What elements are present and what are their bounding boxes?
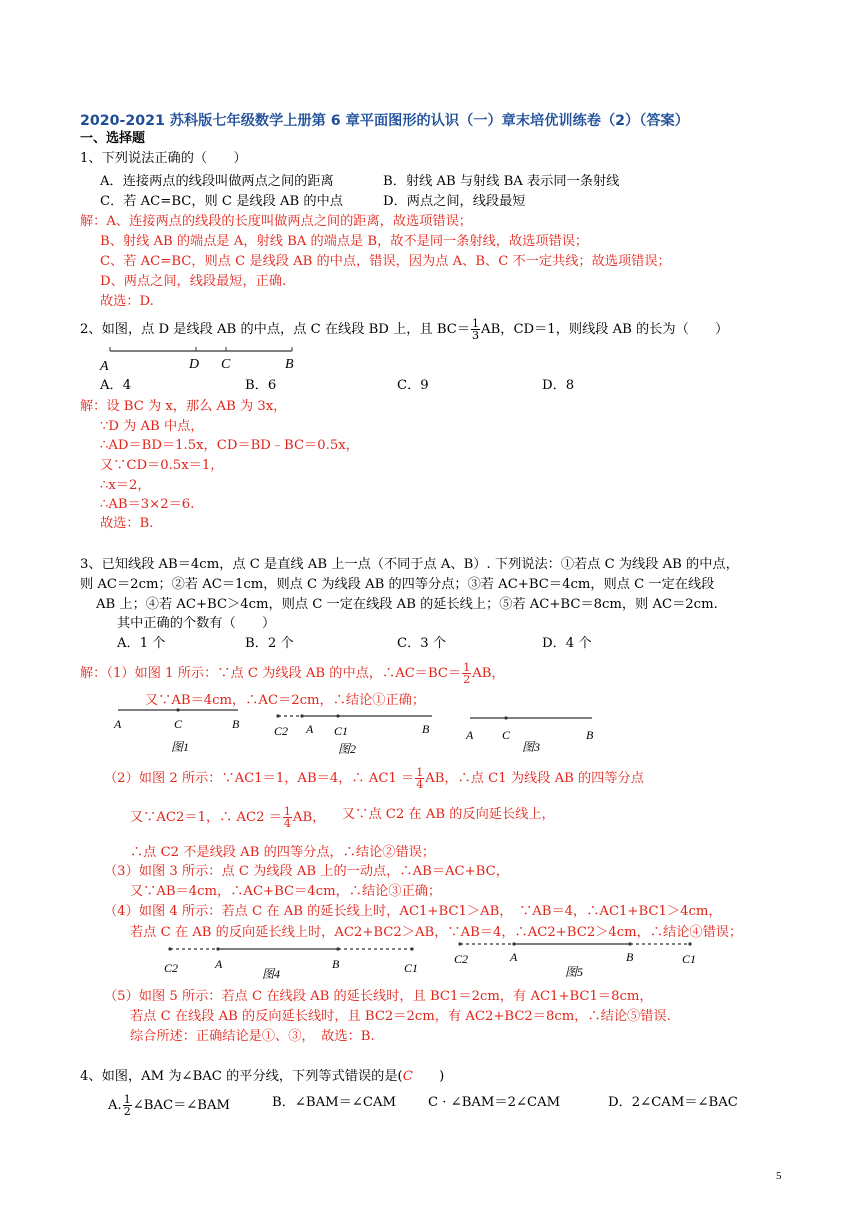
point-label: A [114, 717, 122, 731]
q3-stem-line: 3、已知线段 AB＝4cm，点 C 是直线 AB 上一点（不同于点 A、B）. 下列说法：①若点 C 为线段 AB 的中点， [80, 557, 739, 572]
q3-solution-line: （4）如图 4 所示：若点 C 在 AB 的延长线上时，AC1+BC1＞AB， ∵AB＝4，∴AC1+BC1＞4cm， [104, 904, 722, 919]
fraction-denominator: 2 [463, 673, 471, 686]
q1-solution-line: B、射线 AB 的端点是 A，射线 BA 的端点是 B，故不是同一条射线，故选项错误； [100, 234, 589, 249]
fraction [283, 806, 292, 829]
q3-stem-line: 其中正确的个数有（ ） [117, 616, 276, 631]
fraction-denominator: 4 [416, 778, 424, 791]
q2-solution-line: ∴AB＝3×2＝6. [100, 497, 195, 512]
figure-caption: 图4 [262, 967, 281, 981]
point-label: B [332, 957, 340, 971]
q1-solution-line: D、两点之间，线段最短，正确. [100, 274, 287, 289]
figure-caption: 图1 [171, 740, 190, 754]
point-label: C1 [404, 961, 419, 975]
fraction [123, 1094, 132, 1117]
q2-stem-part: AB，CD＝1，则线段 AB 的长为（ ） [481, 322, 729, 337]
q3-option-a: A．1 个 [117, 636, 166, 651]
point-label: B [285, 357, 294, 372]
q3-solution-line [130, 806, 325, 829]
point-label: B [586, 728, 594, 742]
solution-text: AB， [472, 666, 505, 681]
point-label: C2 [454, 952, 469, 966]
q4-option-a [108, 1094, 230, 1117]
fraction [471, 318, 480, 341]
q3-solution-line: （3）如图 3 所示：点 C 为线段 AB 上的一动点，∴AB＝AC+BC， [104, 864, 509, 879]
point-label: C [221, 357, 231, 372]
option-text: ∠BAC＝∠BAM [132, 1098, 231, 1113]
point-label: C2 [164, 961, 179, 975]
q2-option-a: A．4 [100, 378, 132, 393]
q3-solution-line: 又∵点 C2 在 AB 的反向延长线上， [342, 807, 555, 822]
point-label: A [306, 722, 314, 736]
solution-text: 解：（1）如图 1 所示：∵点 C 为线段 AB 的中点，∴AC＝BC＝ [80, 666, 462, 681]
q1-solution-line: C、若 AC=BC，则点 C 是线段 AB 的中点，错误，因为点 A、B、C 不一定共线；故选项错误； [100, 254, 671, 269]
q2-solution-line: ∵D 为 AB 中点， [100, 419, 204, 434]
q2-solution-line: ∴AD＝BD＝1.5x，CD＝BD﹣BC＝0.5x， [100, 438, 359, 453]
q1-stem: 1、下列说法正确的（ ） [80, 151, 247, 166]
figure-caption: 图5 [565, 965, 584, 979]
q3-solution-line: ∴点 C2 不是线段 AB 的四等分点，∴结论②错误； [130, 845, 436, 860]
q4-stem [80, 1068, 444, 1086]
q3-option-c: C．3 个 [397, 636, 447, 651]
segment-diagram [460, 710, 600, 756]
point-label: B [422, 722, 430, 736]
q3-solution-line: 若点 C 在 AB 的反向延长线上时，AC2+BC2＞AB，∵AB＝4，∴AC2+BC2＞4cm，∴结论④错误； [130, 925, 743, 940]
segment-diagram [160, 940, 422, 984]
fraction-denominator: 4 [283, 817, 291, 830]
solution-text: （2）如图 2 所示：∵AC1＝1，AB＝4，∴ AC1 ＝ [104, 771, 415, 786]
figure-caption: 图3 [522, 740, 541, 754]
q3-solution-line: 若点 C 在线段 AB 的反向延长线时，且 BC2＝2cm，有 AC2+BC2＝8cm，∴结论⑤错误. [130, 1009, 671, 1024]
option-label: A. [108, 1098, 122, 1113]
q3-option-d: D．4 个 [542, 636, 592, 651]
q1-solution-line: 解：A、连接两点的线段的长度叫做两点之间的距离，故选项错误； [80, 214, 472, 229]
point-label: C [502, 728, 511, 742]
solution-text: AB， [292, 810, 326, 825]
segment-diagram [96, 344, 306, 374]
q2-stem [80, 318, 728, 341]
point-label: C [174, 717, 183, 731]
q1-option-c: C．若 AC=BC，则 C 是线段 AB 的中点 [100, 194, 343, 209]
q3-solution-line: （5）如图 5 所示：若点 C 在线段 AB 的延长线时，且 BC1＝2cm，有 AC1+BC1＝8cm， [104, 989, 653, 1004]
figure-5 [450, 936, 704, 982]
q2-solution-line: 故选：B. [100, 516, 154, 531]
segment-diagram [450, 936, 704, 982]
q4-stem-part: 4、如图，AM 为∠BAC 的平分线，下列等式错误的是( [80, 1069, 403, 1084]
document-title: 2020-2021 苏科版七年级数学上册第 6 章平面图形的认识（一）章末培优训练卷（2）（答案） [80, 113, 689, 129]
fraction-numerator: 1 [283, 805, 291, 818]
fraction [415, 767, 424, 790]
figure-2 [272, 706, 444, 760]
fraction [462, 662, 471, 685]
solution-text: 又∵AC2＝1，∴ AC2 ＝ [130, 810, 282, 825]
fraction-denominator: 3 [472, 329, 480, 342]
figure-1 [108, 706, 248, 754]
point-label: C1 [334, 724, 349, 738]
fraction-numerator: 1 [416, 766, 424, 779]
q4-option-d: D．2∠CAM＝∠BAC [608, 1095, 738, 1110]
q3-solution-line [104, 767, 644, 790]
q2-option-d: D．8 [542, 378, 575, 393]
q4-stem-part: ) [412, 1069, 445, 1084]
q2-solution-line: ∴x＝2， [100, 478, 151, 493]
q1-option-d: D．两点之间，线段最短 [383, 194, 526, 209]
q2-option-b: B．6 [245, 378, 277, 393]
page-number: 5 [776, 1170, 782, 1182]
q4-option-c: C · ∠BAM＝2∠CAM [428, 1095, 561, 1110]
q2-stem-part: 2、如图，点 D 是线段 AB 的中点，点 C 在线段 BD 上，且 BC＝ [80, 322, 471, 337]
q3-solution-line [80, 662, 505, 685]
point-label: C2 [274, 724, 289, 738]
figure-3 [460, 710, 600, 756]
fraction-numerator: 1 [472, 317, 480, 330]
q2-option-c: C．9 [397, 378, 429, 393]
q4-option-b: B．∠BAM＝∠CAM [272, 1095, 396, 1110]
fraction-numerator: 1 [123, 1093, 131, 1106]
point-label: D [189, 357, 200, 372]
point-label: A [100, 359, 109, 374]
q2-segment-figure [96, 344, 306, 374]
fraction-denominator: 2 [123, 1105, 131, 1118]
q1-option-a: A．连接两点的线段叫做两点之间的距离 [100, 174, 334, 189]
q3-solution-line: 又∵AB＝4cm，∴AC＝2cm，∴结论①正确； [145, 693, 426, 708]
point-label: A [215, 957, 223, 971]
q3-option-b: B．2 个 [245, 636, 294, 651]
point-label: A [510, 950, 518, 964]
q2-solution-line: 解：设 BC 为 x，那么 AB 为 3x， [80, 399, 287, 414]
figure-caption: 图2 [338, 742, 357, 756]
point-label: B [626, 950, 634, 964]
figure-4 [160, 940, 422, 984]
section-heading: 一、选择题 [80, 131, 146, 146]
solution-text: AB，∴点 C1 为线段 AB 的四等分点 [425, 771, 644, 786]
point-label: C1 [682, 952, 697, 966]
point-label: B [232, 717, 240, 731]
point-label: A [466, 728, 474, 742]
q1-solution-line: 故选：D. [100, 294, 154, 309]
q1-option-b: B．射线 AB 与射线 BA 表示同一条射线 [383, 174, 620, 189]
fraction-numerator: 1 [463, 661, 471, 674]
segment-diagram [108, 706, 248, 754]
q3-solution-line: 又∵AB＝4cm，∴AC+BC＝4cm，∴结论③正确； [130, 884, 442, 899]
q3-solution-line: 综合所述：正确结论是①、③， 故选：B. [130, 1029, 375, 1044]
q2-solution-line: 又∵CD＝0.5x＝1， [100, 458, 224, 473]
q3-stem-line: AB 上；④若 AC+BC＞4cm，则点 C 一定在线段 AB 的延长线上；⑤若 AC+BC＝8cm，则 AC＝2cm. [96, 597, 718, 612]
segment-diagram [272, 706, 444, 760]
q4-answer: C [402, 1069, 413, 1084]
q3-stem-line: 则 AC＝2cm；②若 AC＝1cm，则点 C 为线段 AB 的四等分点；③若 AC+BC＝4cm，则点 C 一定在线段 [80, 577, 715, 592]
